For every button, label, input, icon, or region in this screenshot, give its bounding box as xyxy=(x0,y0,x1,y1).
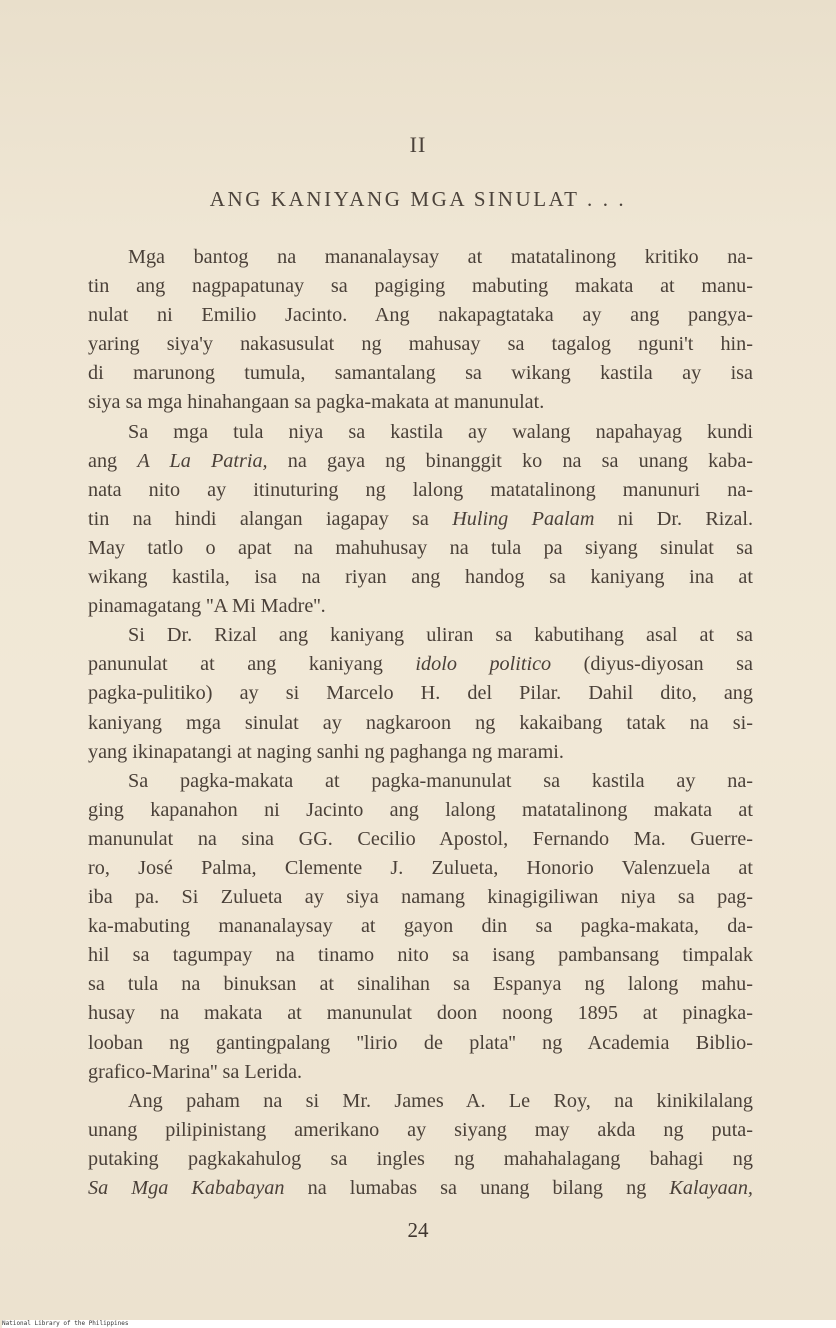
text-line: panunulat at ang kaniyang idolo politico (diyus-diyosan sa xyxy=(88,653,753,676)
text-line: nulat ni Emilio Jacinto. Ang nakapagtataka ay ang pangya- xyxy=(88,304,753,327)
text-line: yaring siya'y nakasusulat ng mahusay sa tagalog nguni't hin- xyxy=(88,333,753,356)
chapter-title: ANG KANIYANG MGA SINULAT . . . xyxy=(209,187,627,211)
text-line: ging kapanahon ni Jacinto ang lalong matatalinong makata at xyxy=(88,798,753,821)
text-line: tin ang nagpapatunay sa pagiging mabuting makata at manu- xyxy=(88,275,753,298)
italic-title: idolo politico xyxy=(415,653,552,676)
text-line: looban ng gantingpalang ''lirio de plata'' ng Academia Biblio- xyxy=(88,1031,753,1054)
italic-title: Kalayaan, xyxy=(669,1177,753,1199)
page-number: 24 xyxy=(407,1218,429,1242)
text-line: manunulat na sina GG. Cecilio Apostol, Fernando Ma. Guerre- xyxy=(88,827,753,850)
text-line: Si Dr. Rizal ang kaniyang uliran sa kabutihang asal at sa xyxy=(128,624,753,647)
text-line: sa tula na binuksan at sinalihan sa Espanya ng lalong mahu- xyxy=(88,973,753,996)
text-line: nata nito ay itinuturing ng lalong matatalinong manunuri na- xyxy=(88,478,753,501)
text-line: ka-mabuting mananalaysay at gayon din sa pagka-makata, da- xyxy=(88,915,753,938)
text-line: pinamagatang ''A Mi Madre''. xyxy=(88,595,326,618)
text-line: yang ikinapatangi at naging sanhi ng paghanga ng marami. xyxy=(88,740,564,763)
footer-credit: National Library of the Philippines xyxy=(2,1320,836,1328)
text-line: husay na makata at manunulat doon noong 1895 at pinagka- xyxy=(88,1002,753,1025)
italic-title: Huling Paalam xyxy=(452,507,595,530)
text-line: unang pilipinistang amerikano ay siyang may akda ng puta- xyxy=(88,1118,753,1141)
text-line: Sa mga tula niya sa kastila ay walang napahayag kundi xyxy=(128,420,753,443)
body-text xyxy=(88,243,753,1203)
text-line: wikang kastila, isa na riyan ang handog sa kaniyang ina at xyxy=(88,566,753,589)
chapter-number: II xyxy=(409,132,427,157)
text-line: Mga bantog na mananalaysay at matatalinong kritiko na- xyxy=(128,246,753,268)
text-line: Sa pagka-makata at pagka-manunulat sa kastila ay na- xyxy=(128,769,753,792)
text-line: Ang paham na si Mr. James A. Le Roy, na kinikilalang xyxy=(128,1089,753,1112)
text-line: grafico-Marina'' sa Lerida. xyxy=(88,1060,303,1083)
text-line: di marunong tumula, samantalang sa wikang kastila ay isa xyxy=(88,362,753,385)
italic-title: Sa Mga Kababayan xyxy=(88,1177,285,1199)
text-line: May tatlo o apat na mahuhusay na tula pa siyang sinulat sa xyxy=(88,536,753,559)
text-line: ro, José Palma, Clemente J. Zulueta, Honorio Valenzuela at xyxy=(88,856,753,879)
text-line: hil sa tagumpay na tinamo nito sa isang pambansang timpalak xyxy=(88,944,753,967)
italic-title: A La Patria, xyxy=(137,449,268,472)
text-line: putaking pagkakahulog sa ingles ng mahahalagang bahagi ng xyxy=(88,1147,753,1170)
text-line: Sa Mga Kababayan na lumabas sa unang bilang ng Kalayaan, xyxy=(88,1177,753,1199)
text-line: iba pa. Si Zulueta ay siya namang kinagigiliwan niya sa pag- xyxy=(88,886,753,909)
text-line: kaniyang mga sinulat ay nagkaroon ng kakaibang tatak na si- xyxy=(88,711,753,734)
text-line: tin na hindi alangan iagapay sa Huling Paalam ni Dr. Rizal. xyxy=(88,507,753,530)
text-line: ang A La Patria, na gaya ng binanggit ko na sa unang kaba- xyxy=(88,449,753,472)
text-line: siya sa mga hinahangaan sa pagka-makata at manunulat. xyxy=(88,391,545,414)
text-line: pagka-pulitiko) ay si Marcelo H. del Pilar. Dahil dito, ang xyxy=(88,682,753,705)
